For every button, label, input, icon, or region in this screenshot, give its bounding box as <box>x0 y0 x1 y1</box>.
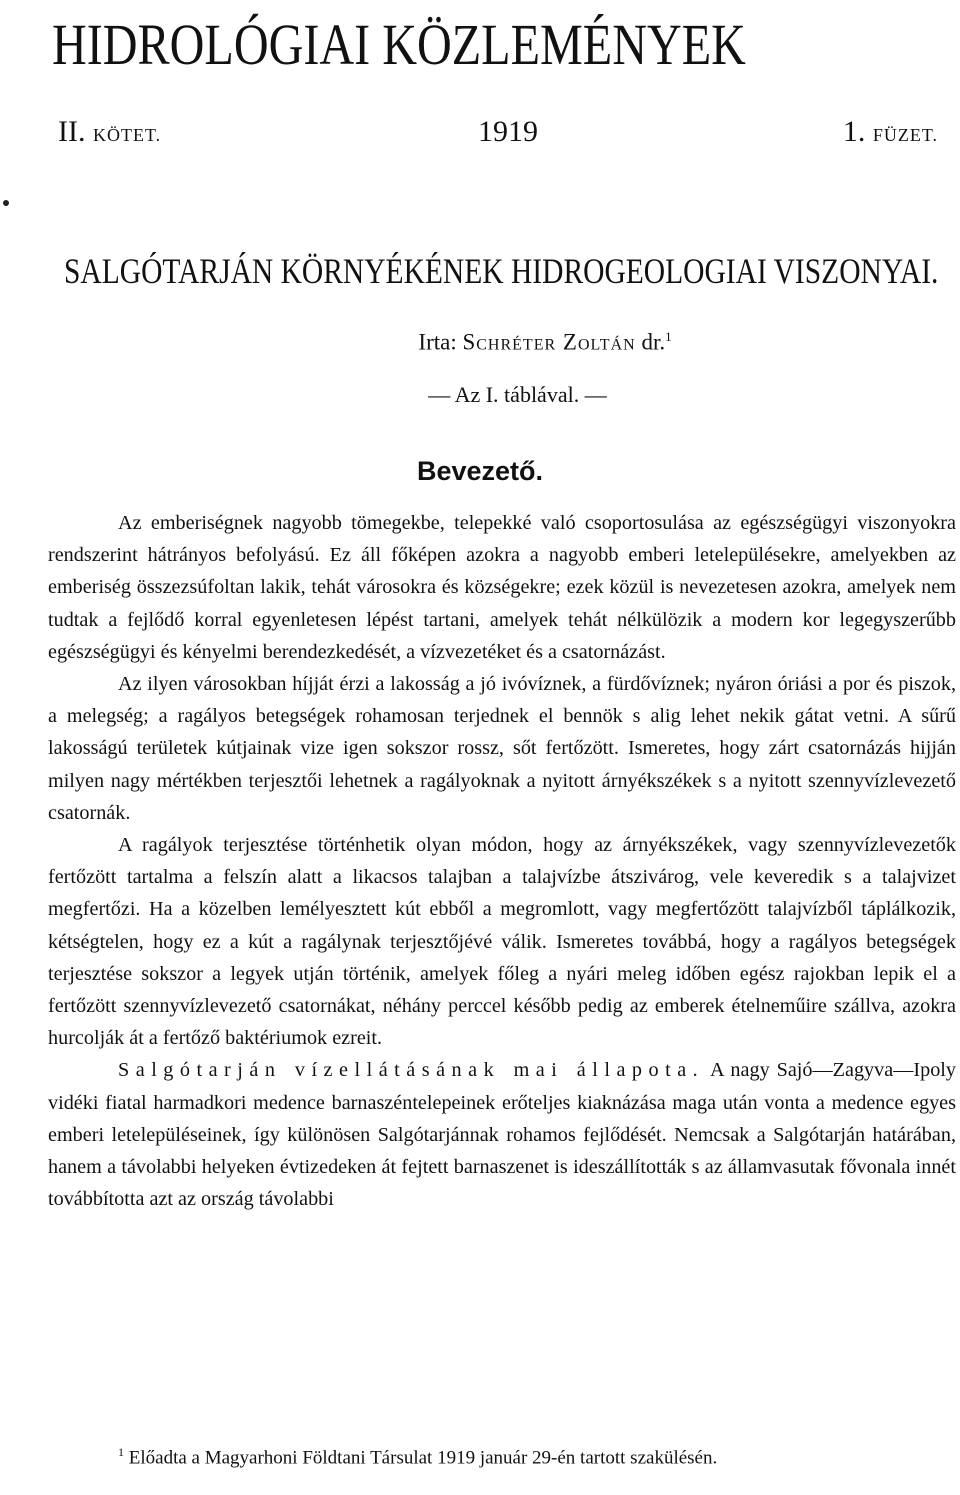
author-footnote-mark: 1 <box>665 329 672 344</box>
spaced-lead: Salgótarján vízellátásának mai állapota. <box>118 1059 705 1082</box>
author-suffix: dr. <box>641 329 666 355</box>
author-prefix: Irta: <box>418 329 457 355</box>
journal-title: HIDROLÓGIAI KÖZLEMÉNYEK <box>52 12 746 77</box>
print-speck <box>3 200 9 206</box>
issue-line <box>58 112 938 152</box>
volume-word: KÖTET. <box>92 125 162 145</box>
paragraph: A ragályok terjesztése történhetik olyan módon, hogy az árnyékszékek, vagy szennyvízlevezetők fertőzött tartalma a felszín alatt a likacsos talajban a talajvízbe átszivárog, vele keveredik s a talajvizet megfertőzi. Ha a közelben lemélyesztett kút ebből a megromlott, vagy megfertőzött talajvízből táplálkozik, kétségtelen, hogy ez a kút a ragálynak terjesztőjévé válik. Ismeretes továbbá, hogy a ragályos betegségek terjesztése sokszor a legyek utján történik, amelyek főleg a nyári meleg időben egész rajokban lepik el a fertőzött szennyvízlevezető csatornákat, néhány perccel később pedig az emberek ételneműire szállva, azokra hurcolják át a fertőző baktériumok ezreit. <box>48 834 956 1050</box>
footnote-paragraph <box>48 1436 956 1474</box>
author-name: Schréter Zoltán <box>462 329 636 355</box>
author-line <box>0 322 960 358</box>
volume-roman: II. <box>58 115 86 148</box>
year: 1919 <box>478 115 538 148</box>
issue-number <box>843 112 938 155</box>
paragraph: Az ilyen városokban híjját érzi a lakosság a jó ivóvíznek, a fürdővíznek; nyáron óriási a por és piszok, a melegség; a ragályos betegségek rohamosan terjednek el bennök s alig lehet nekik gátat vetni. A sűrű lakosságú területek kútjainak vize igen sokszor rossz, sőt fertőzött. Ismeretes, hogy zárt csatornázás hijján milyen nagy mértékben terjesztői lehetnek a ragályoknak a nyitott árnyékszékek s a nyitott szennyvízlevezető csatornák. <box>48 673 956 824</box>
article-title: SALGÓTARJÁN KÖRNYÉKÉNEK HIDROGEOLOGIAI VISZONYAI. <box>64 251 939 291</box>
issue-word: FÜZET. <box>872 125 938 145</box>
footnote-mark: 1 <box>118 1445 124 1459</box>
paragraph <box>48 1054 956 1215</box>
footnote-text: Előadta a Magyarhoni Földtani Társulat 1919 január 29-én tartott szakülésén. <box>128 1447 718 1469</box>
body-text <box>48 507 956 1215</box>
plate-note: — Az I. táblával. — <box>428 382 607 407</box>
paragraph: Az emberiségnek nagyobb tömegekbe, telepekké való csoportosulása az egészségügyi viszonyokra rendszerint hátrányos befolyású. Ez áll főképen azokra a nagyobb emberi letelepülésekre, amelyekben az emberiség összezsúfoltan lakik, tehát városokra és községekre; ezek közül is nevezetesen azokra, amelyek nem tudtak a fejlődő korral egyenletesen lépést tartani, amelyek tehát nélkülözik a modern kor legegyszerűbb egészségügyi és kényelmi berendezkedését, a vízvezetéket és a csatornázást. <box>48 512 956 663</box>
paragraph-text: A nagy Sajó—Zagyva—Ipoly vidéki fiatal harmadkori medence barnaszéntelepeinek erőteljes kiaknázása maga után vonta a medence egyes emberi letelepüléseinek, így különösen Salgótarjánnak rohamos fejlődését. Nemcsak a Salgótarján határában, hanem a távolabbi helyeken évtizedeken át fejtett barnaszenet is ideszállították s az államvasutak fővonala innét továbbította azt az ország távolabbi <box>48 1059 956 1211</box>
issue-number-value: 1. <box>842 115 866 148</box>
volume-label <box>58 112 161 155</box>
section-heading: Bevezető. <box>416 456 544 486</box>
footnote <box>48 1436 956 1474</box>
